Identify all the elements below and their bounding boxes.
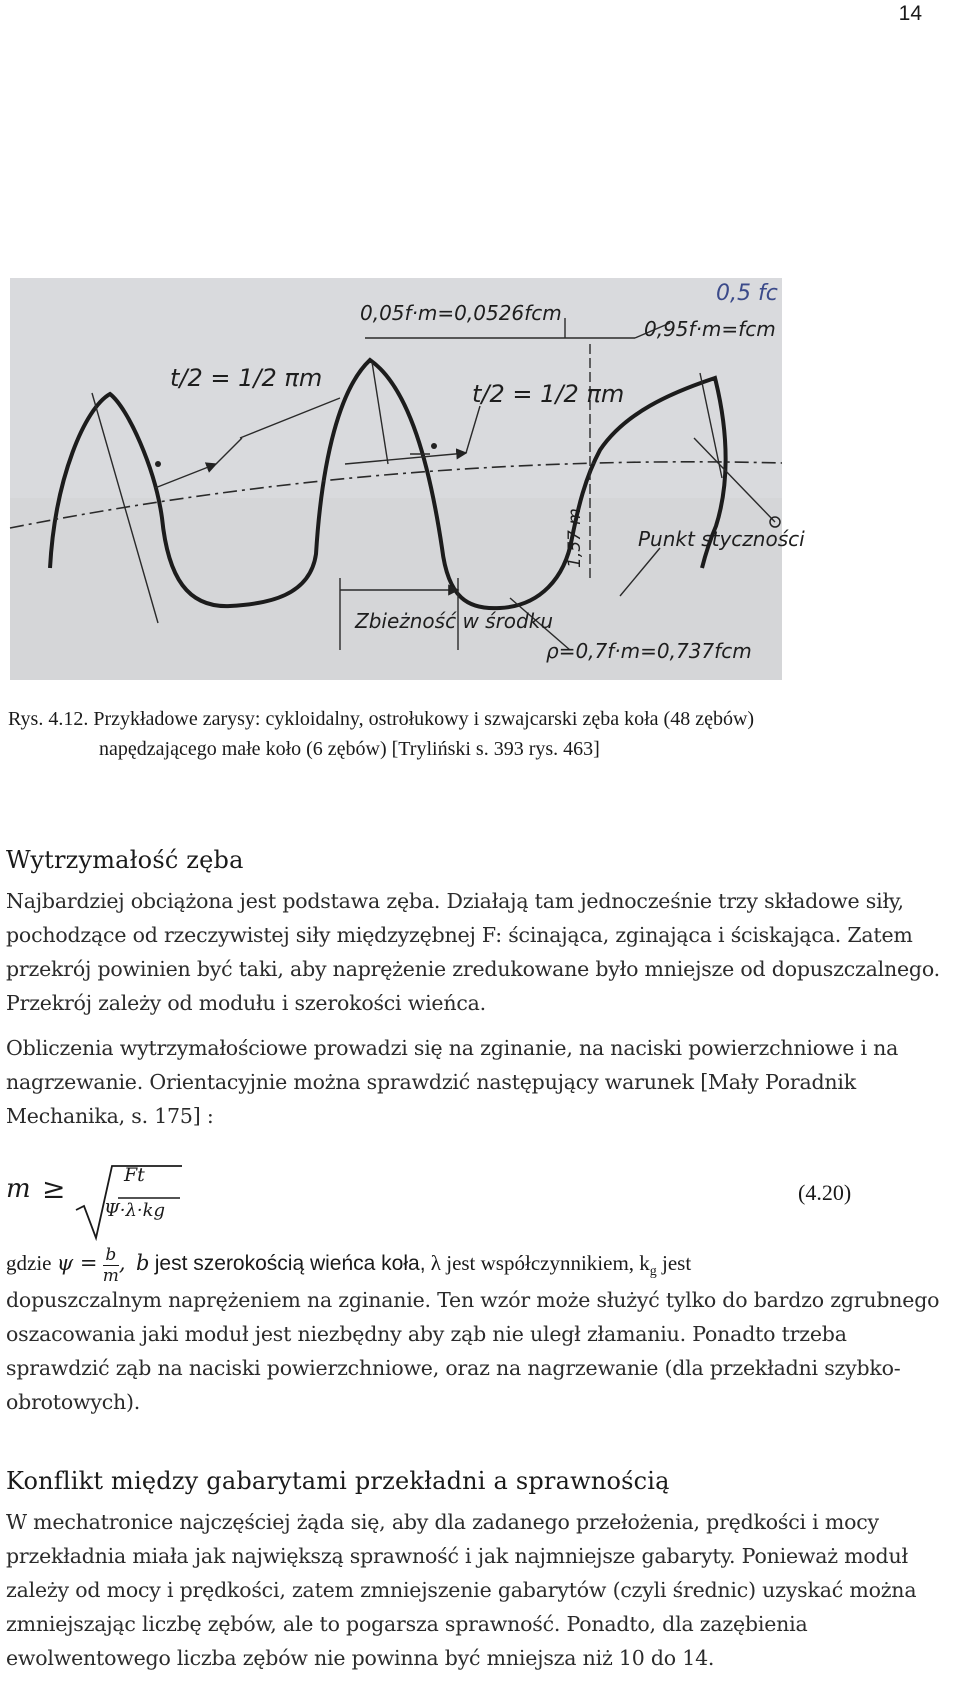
b-symbol: b (136, 1251, 150, 1275)
label-top-center: 0,05f·m=0,0526fcm (360, 301, 562, 325)
gear-tooth-profile-figure (10, 278, 805, 680)
section-title-tooth-strength: Wytrzymałość zęba (6, 846, 244, 874)
formula-denominator: Ψ·λ·kg (104, 1200, 166, 1221)
section-title-size-efficiency-conflict: Konflikt między gabarytami przekładni a sprawnością (6, 1467, 670, 1495)
psi-fraction (103, 1245, 119, 1286)
k-subscript: g (649, 1264, 657, 1280)
k-tail: jest (662, 1251, 692, 1275)
formula-numerator: Ft (124, 1164, 145, 1186)
label-center-half-pitch: t/2 = 1/2 πm (472, 380, 625, 408)
psi-numerator: b (103, 1245, 119, 1266)
formula-4-20 (6, 1162, 946, 1242)
label-tangent-point: Punkt styczności (638, 527, 805, 551)
label-handwritten: 0,5 fc (716, 281, 778, 306)
psi-denominator: m (102, 1265, 119, 1286)
psi-lead: gdzie (6, 1251, 52, 1275)
equation-number: (4.20) (798, 1180, 852, 1205)
label-top-right: 0,95f·m=fcm (644, 317, 776, 341)
label-left-half-pitch: t/2 = 1/2 πm (170, 364, 323, 392)
label-taper: Zbieżność w środku (355, 609, 553, 633)
page-number: 14 (898, 2, 922, 25)
paragraph-size-efficiency: W mechatronice najczęściej żąda się, aby dla zadanego przełożenia, prędkości i mocy przekładnia miała jak największą sprawność i jak najmniejsze gabaryty. Ponieważ moduł zależy od mocy i prędkości, zatem zmniejszenie gabarytów (czyli średnic) uzyskać można zmniejszając liczbę zębów, ale to pogarsza sprawność. Ponadto, dla zazębienia ewolwentowego liczba zębów nie powinna być mniejsza niż 10 do 14. (6, 1510, 917, 1670)
label-radius: ρ=0,7f·m=0,737fcm (546, 639, 752, 663)
psi-comma: , (118, 1251, 126, 1275)
paragraph-strength-calculations: Obliczenia wytrzymałościowe prowadzi się na zginanie, na naciski powierzchniowe i na nagrzewanie. Orientacyjnie można sprawdzić następujący warunek [Mały Poradnik Mechanika, s. 175] : (6, 1036, 899, 1128)
b-description: jest szerokością wieńca koła, (154, 1252, 426, 1275)
caption-line-1: Rys. 4.12. Przykładowe zarysy: cykloidalny, ostrołukowy i szwajcarski zęba koła (48 zębów) (8, 708, 755, 730)
paragraph-formula-notes: dopuszczalnym naprężeniem na zginanie. Ten wzór może służyć tylko do bardzo zgrubnego oszacowania jaki moduł jest niezbędny aby ząb nie uległ złamaniu. Ponadto trzeba sprawdzić ząb na naciski powierzchniowe, oraz na nagrzewanie (dla przekładni szybko-obrotowych). (6, 1288, 940, 1414)
psi-symbol: ψ = (56, 1251, 98, 1275)
caption-line-2: napędzającego małe koło (6 zębów) [Tryliński s. 393 rys. 463] (99, 738, 600, 760)
figure-caption (8, 704, 948, 764)
formula-lhs: m (6, 1174, 31, 1204)
formula-relation: ≥ (42, 1172, 66, 1205)
gear-tooth-drawing (10, 278, 805, 680)
paragraph-tooth-strength: Najbardziej obciążona jest podstawa zęba. Działają tam jednocześnie trzy składowe siły, pochodzące od rzeczywistej siły międzyzębnej F: ścinająca, zginająca i ściskająca. Zatem przekrój powinien być taki, aby naprężenie zredukowane było mniejsze od dopuszczalnego. Przekrój zależy od modułu i szerokości wieńca. (6, 889, 940, 1015)
label-depth: 1,57·m (565, 508, 585, 568)
lambda-description: λ jest współczynnikiem, k (430, 1251, 650, 1275)
